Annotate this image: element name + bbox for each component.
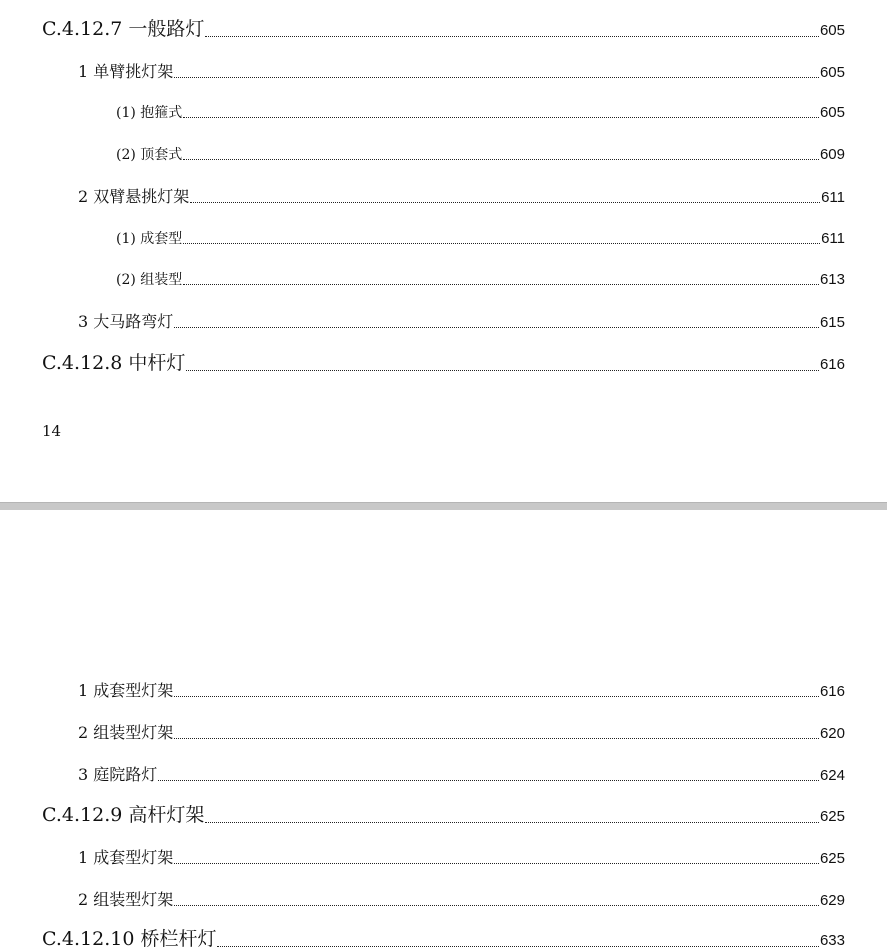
toc-entry-title: C.4.12.8 中杆灯 [42, 352, 186, 374]
toc-entry[interactable] [78, 762, 845, 785]
toc-entry-page: 620 [819, 725, 845, 742]
page-separator [0, 502, 887, 510]
toc-entry-page: 616 [819, 356, 845, 373]
dot-leader [186, 370, 819, 371]
dot-leader [183, 243, 820, 244]
dot-leader [183, 117, 819, 118]
toc-entry-title: 3 大马路弯灯 [78, 312, 174, 331]
dot-leader [158, 780, 819, 781]
toc-entry-title: 1 单臂挑灯架 [78, 62, 174, 81]
toc-entry[interactable] [78, 720, 845, 743]
toc-entry-title: (1) 抱箍式 [116, 105, 183, 121]
toc-entry-title: 2 双臂悬挑灯架 [78, 187, 190, 206]
toc-entry[interactable] [78, 887, 845, 910]
toc-entry-page: 616 [819, 683, 845, 700]
dot-leader [174, 905, 819, 906]
dot-leader [183, 159, 819, 160]
toc-entry-page: 611 [821, 189, 845, 206]
toc-entry-title: C.4.12.9 高杆灯架 [42, 804, 205, 826]
toc-entry[interactable] [78, 184, 845, 207]
document-page [0, 510, 887, 952]
toc-entry-title: (1) 成套型 [116, 231, 183, 247]
toc-entry[interactable] [78, 845, 845, 868]
toc-entry-page: 633 [819, 932, 845, 949]
toc-entry-title: 2 组装型灯架 [78, 723, 174, 742]
toc-entry-title: C.4.12.7 一般路灯 [42, 18, 205, 40]
toc-entry-page: 605 [819, 64, 845, 81]
toc-entry-page: 615 [819, 314, 845, 331]
dot-leader [217, 946, 819, 947]
toc-entry[interactable] [42, 348, 845, 375]
dot-leader [174, 696, 819, 697]
toc-entry-page: 625 [819, 808, 845, 825]
toc-entry-page: 624 [819, 767, 845, 784]
toc-entry-title: 3 庭院路灯 [78, 765, 158, 784]
dot-leader [190, 202, 820, 203]
toc-entry-page: 611 [821, 230, 845, 247]
dot-leader [205, 822, 819, 823]
toc-entry-page: 609 [819, 146, 845, 163]
dot-leader [174, 738, 819, 739]
toc-entry-page: 605 [819, 22, 845, 39]
toc-entry[interactable] [116, 228, 845, 248]
page-number: 14 [42, 422, 62, 440]
toc-entry[interactable] [78, 59, 845, 82]
toc-entry-title: 2 组装型灯架 [78, 890, 174, 909]
toc-entry[interactable] [116, 269, 845, 289]
toc-entry[interactable] [42, 14, 845, 41]
toc-entry-title: 1 成套型灯架 [78, 681, 174, 700]
toc-entry[interactable] [42, 924, 845, 951]
toc-entry-page: 629 [819, 892, 845, 909]
dot-leader [174, 327, 819, 328]
toc-entry[interactable] [42, 800, 845, 827]
toc-entry-page: 613 [819, 271, 845, 288]
toc-entry-title: (2) 顶套式 [116, 147, 183, 163]
dot-leader [174, 863, 819, 864]
dot-leader [205, 36, 819, 37]
toc-entry-title: C.4.12.10 桥栏杆灯 [42, 928, 217, 950]
toc-entry-page: 605 [819, 104, 845, 121]
toc-entry-title: 1 成套型灯架 [78, 848, 174, 867]
toc-entry-title: (2) 组装型 [116, 272, 183, 288]
toc-entry[interactable] [116, 144, 845, 164]
dot-leader [174, 77, 819, 78]
dot-leader [183, 284, 819, 285]
toc-entry[interactable] [116, 102, 845, 122]
toc-entry[interactable] [78, 678, 845, 701]
toc-entry-page: 625 [819, 850, 845, 867]
toc-entry[interactable] [78, 309, 845, 332]
